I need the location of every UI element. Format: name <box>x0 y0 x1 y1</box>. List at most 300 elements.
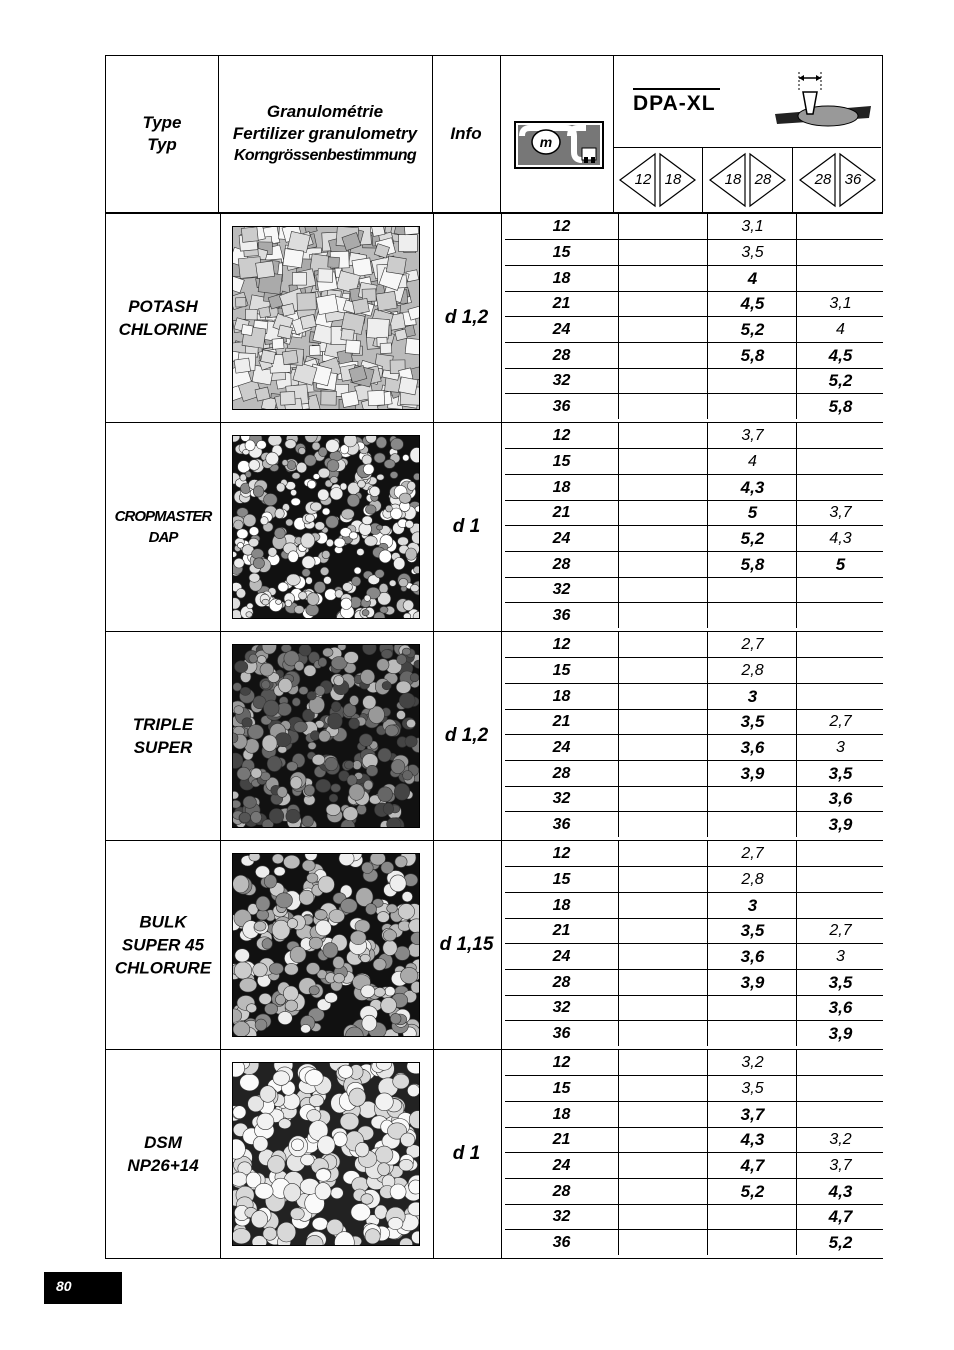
width-value: 21 <box>552 295 571 312</box>
granule <box>290 777 302 790</box>
width-value: 36 <box>552 1025 571 1042</box>
granule <box>307 873 318 883</box>
granule <box>251 811 262 823</box>
granule <box>375 1205 388 1219</box>
granule <box>352 577 361 587</box>
granule <box>307 691 316 700</box>
setting-12-18 <box>618 1021 708 1046</box>
granule <box>325 757 338 770</box>
granule <box>253 963 268 977</box>
granule <box>269 963 283 974</box>
granule <box>374 988 385 997</box>
setting-18-28: 5,2 <box>707 317 797 342</box>
granule <box>364 595 370 601</box>
granule <box>354 567 361 574</box>
setting-28-36: 4,3 <box>796 1179 884 1204</box>
granule <box>326 439 340 452</box>
product-name-line: POTASH <box>128 296 198 316</box>
granule <box>286 519 293 526</box>
granule <box>262 939 272 950</box>
granule <box>299 645 311 656</box>
granule <box>272 854 283 864</box>
granule <box>362 455 372 465</box>
table-row <box>505 658 883 684</box>
granule <box>278 582 288 592</box>
setting-12-18 <box>618 291 708 316</box>
granule <box>255 387 270 401</box>
setting-12-18 <box>618 684 708 709</box>
granule-texture <box>233 645 419 827</box>
granule <box>353 761 362 770</box>
granule <box>357 548 365 555</box>
width-value: 28 <box>552 1183 571 1200</box>
granule <box>233 1172 247 1186</box>
width-value: 36 <box>552 607 571 624</box>
granule <box>253 486 264 497</box>
granule <box>267 756 281 772</box>
granule <box>275 733 291 747</box>
header-icon-letter: m <box>539 134 553 150</box>
table-row <box>505 761 883 787</box>
granule <box>309 346 320 356</box>
vane-pair-18-28 <box>702 147 793 213</box>
granule <box>328 713 343 729</box>
table-row <box>505 944 883 970</box>
product-type-cell <box>105 631 221 840</box>
granule <box>340 1113 359 1130</box>
granule <box>279 1119 291 1129</box>
granule <box>290 1208 304 1220</box>
granule <box>291 489 297 495</box>
granule <box>254 921 266 931</box>
granule <box>272 338 284 349</box>
setting-18-28 <box>707 995 797 1020</box>
granule <box>235 661 248 673</box>
setting-28-36: 4,7 <box>796 1204 884 1229</box>
table-row <box>505 1230 883 1256</box>
vane-pair-label-a: 28 <box>814 171 832 188</box>
setting-18-28: 3,6 <box>707 944 797 969</box>
granulometry-photo-cell <box>218 840 434 1049</box>
table-row <box>505 867 883 893</box>
granule <box>299 890 314 905</box>
table-row <box>505 291 883 317</box>
width-value: 15 <box>552 1080 571 1097</box>
width-value: 32 <box>552 999 571 1016</box>
granule <box>321 391 337 405</box>
granule <box>351 1204 371 1221</box>
granule <box>253 1136 268 1151</box>
granule <box>331 702 341 712</box>
granule <box>233 552 237 558</box>
granule <box>327 460 339 472</box>
granule <box>308 742 316 749</box>
granule <box>361 1194 373 1205</box>
granule <box>370 486 380 496</box>
granule <box>363 696 376 710</box>
density-value: d 1,2 <box>444 724 489 746</box>
vane-pair-label-b: 36 <box>844 171 862 188</box>
granule <box>377 474 384 480</box>
table-row <box>505 1050 883 1076</box>
granule <box>248 725 264 740</box>
width-value: 28 <box>552 974 571 991</box>
granule <box>376 291 397 311</box>
granule <box>315 910 328 920</box>
width-value: 12 <box>552 636 571 653</box>
granule <box>263 1227 277 1240</box>
granule <box>255 1019 267 1031</box>
granule <box>329 910 345 923</box>
granule <box>407 482 415 491</box>
product-name-line: NP26+14 <box>127 1155 199 1175</box>
granule <box>278 325 293 339</box>
granule <box>273 1071 290 1086</box>
granule <box>302 569 310 577</box>
granule <box>256 896 270 911</box>
granule <box>362 516 372 525</box>
granule <box>237 529 248 539</box>
granule <box>268 548 277 557</box>
granule <box>240 1074 259 1091</box>
table-row <box>505 500 883 526</box>
granule <box>385 725 398 736</box>
granule <box>364 536 377 546</box>
granule <box>304 785 315 796</box>
granule <box>355 1142 369 1157</box>
granule <box>239 978 256 992</box>
granule <box>274 867 285 876</box>
granule <box>362 862 374 873</box>
width-value: 18 <box>552 270 571 287</box>
granule <box>361 670 375 685</box>
granulometry-photo-cell <box>218 213 434 422</box>
setting-18-28: 4 <box>707 266 797 291</box>
granule <box>247 603 253 609</box>
granule <box>397 655 407 665</box>
granule <box>237 542 243 548</box>
granule <box>282 460 288 466</box>
width-value: 32 <box>552 790 571 807</box>
setting-12-18 <box>618 214 708 239</box>
granule <box>318 876 334 893</box>
width-value: 24 <box>552 321 571 338</box>
table-row <box>505 240 883 266</box>
width-value: 32 <box>552 1208 571 1225</box>
granule <box>410 673 419 682</box>
table-row <box>505 394 883 420</box>
granule <box>349 784 364 800</box>
granule <box>375 1146 393 1163</box>
setting-12-18 <box>618 841 708 866</box>
granule <box>349 532 358 539</box>
setting-12-18 <box>618 632 708 657</box>
granule <box>268 1156 286 1174</box>
setting-12-18 <box>618 761 708 786</box>
granule <box>401 1133 415 1147</box>
granule <box>264 494 278 506</box>
granule <box>373 959 386 971</box>
setting-28-36: 3,1 <box>796 291 884 316</box>
granule <box>341 598 352 609</box>
granule <box>291 1139 303 1151</box>
setting-28-36: 3,5 <box>796 970 884 995</box>
width-value: 36 <box>552 1234 571 1251</box>
granule <box>285 963 299 975</box>
granule <box>246 612 252 618</box>
table-bottom-border <box>105 1258 883 1259</box>
granule-photo <box>232 1062 420 1246</box>
granule <box>318 269 333 283</box>
granule <box>283 249 304 268</box>
granule <box>320 567 329 575</box>
vane-pair-diamond-icon <box>703 147 792 213</box>
granule <box>285 439 296 448</box>
granule <box>276 483 285 492</box>
setting-18-28: 3,5 <box>707 918 797 943</box>
header-type-label: Type <box>142 113 182 132</box>
granule <box>349 718 360 729</box>
vane-pair-28-36 <box>792 147 882 213</box>
granule <box>361 985 375 998</box>
granule <box>390 1013 401 1024</box>
granule <box>343 807 358 821</box>
granule <box>243 796 256 808</box>
table-row <box>505 1102 883 1128</box>
granule <box>291 498 301 506</box>
setting-12-18 <box>618 709 708 734</box>
table-row <box>505 893 883 919</box>
granule <box>302 816 313 827</box>
granule <box>306 604 319 616</box>
setting-18-28: 3 <box>707 893 797 918</box>
width-value: 32 <box>552 581 571 598</box>
table-row <box>505 786 883 812</box>
product-block <box>105 422 883 631</box>
granule <box>280 391 295 405</box>
granule <box>390 1184 406 1200</box>
granule <box>295 661 304 671</box>
dpa-xl-banner <box>613 56 881 148</box>
granule <box>329 794 338 802</box>
setting-28-36: 3,5 <box>796 761 884 786</box>
granule <box>341 391 359 408</box>
setting-18-28 <box>707 603 797 628</box>
setting-12-18 <box>618 577 708 602</box>
granule <box>387 904 398 913</box>
granule <box>283 986 298 1001</box>
granule <box>377 659 389 671</box>
width-value: 18 <box>552 1106 571 1123</box>
table-row <box>505 709 883 735</box>
granule <box>310 731 319 741</box>
width-value: 18 <box>552 688 571 705</box>
setting-18-28: 4,3 <box>707 1127 797 1152</box>
header-info-label: Info <box>450 124 482 143</box>
granule <box>236 298 247 308</box>
density-value: d 1 <box>452 515 481 537</box>
vane-pair-label-b: 28 <box>754 171 772 188</box>
product-type-cell <box>105 840 221 1049</box>
product-name-line: CHLORINE <box>118 319 208 339</box>
width-value: 15 <box>552 453 571 470</box>
setting-12-18 <box>618 423 708 448</box>
granule <box>257 440 267 449</box>
product-name-line: DSM <box>144 1132 182 1152</box>
setting-18-28 <box>707 1230 797 1255</box>
granule <box>233 800 241 808</box>
width-value: 28 <box>552 765 571 782</box>
granule <box>301 1024 311 1033</box>
header-dpa-xl-cell <box>613 55 883 213</box>
granule <box>396 681 411 693</box>
granule <box>243 449 250 454</box>
width-value: 24 <box>552 739 571 756</box>
granule <box>391 438 404 450</box>
granule <box>405 736 417 747</box>
header-typ-label: Typ <box>147 135 177 154</box>
granule <box>379 583 388 593</box>
granule <box>302 556 315 569</box>
granule <box>252 549 264 559</box>
setting-12-18 <box>618 603 708 628</box>
table-row <box>505 423 883 449</box>
granule <box>287 762 298 771</box>
granule <box>278 1011 292 1024</box>
granule <box>294 606 304 614</box>
setting-18-28: 3 <box>707 684 797 709</box>
setting-12-18 <box>618 552 708 577</box>
granule <box>367 318 390 339</box>
granule <box>299 592 307 600</box>
table-row <box>505 552 883 578</box>
setting-18-28: 2,8 <box>707 867 797 892</box>
product-name <box>106 1131 220 1177</box>
setting-28-36 <box>796 1076 884 1101</box>
granule <box>347 494 359 507</box>
granule <box>328 257 340 268</box>
granule <box>398 377 417 395</box>
granule <box>368 390 385 405</box>
setting-18-28: 4,7 <box>707 1153 797 1178</box>
granule <box>326 516 339 528</box>
granule <box>399 693 415 708</box>
setting-28-36: 3,9 <box>796 1021 884 1046</box>
product-type-cell <box>105 1049 221 1258</box>
granule <box>413 473 419 480</box>
granule <box>382 681 391 689</box>
table-row <box>505 735 883 761</box>
setting-18-28 <box>707 1021 797 1046</box>
granule <box>314 582 325 594</box>
granule <box>363 464 374 475</box>
granule <box>397 711 406 720</box>
granule <box>323 648 333 657</box>
granule <box>241 324 253 335</box>
granule <box>315 522 325 530</box>
granule <box>249 460 260 471</box>
setting-12-18 <box>618 995 708 1020</box>
table-row <box>505 317 883 343</box>
header-info-cell <box>432 55 501 213</box>
width-value: 12 <box>552 1054 571 1071</box>
setting-12-18 <box>618 658 708 683</box>
granule <box>398 537 409 546</box>
granule <box>285 1000 298 1011</box>
setting-28-36 <box>796 449 884 474</box>
granule <box>330 488 343 500</box>
setting-28-36 <box>796 240 884 265</box>
granule <box>331 1187 344 1199</box>
table-row <box>505 632 883 658</box>
setting-18-28: 3,2 <box>707 1050 797 1075</box>
setting-18-28 <box>707 577 797 602</box>
table-row <box>505 970 883 996</box>
product-name-line: BULK <box>139 912 187 931</box>
density-value: d 1,2 <box>444 306 489 328</box>
granule <box>340 483 347 490</box>
granule <box>251 768 262 778</box>
granule <box>283 1093 300 1109</box>
product-name-line: CHLORURE <box>114 958 212 977</box>
header-setting-icon-cell <box>500 55 614 213</box>
setting-12-18 <box>618 893 708 918</box>
setting-28-36 <box>796 214 884 239</box>
vane-pair-12-18 <box>613 147 702 213</box>
granule-photo <box>232 226 420 410</box>
granule <box>374 453 385 463</box>
table-row <box>505 918 883 944</box>
width-value: 21 <box>552 504 571 521</box>
granule <box>260 1086 276 1103</box>
granule <box>276 893 293 908</box>
setting-18-28: 5,8 <box>707 552 797 577</box>
granule <box>366 505 377 514</box>
granule <box>279 678 293 692</box>
granule <box>242 718 252 728</box>
setting-18-28: 5,2 <box>707 1179 797 1204</box>
granule <box>381 862 394 874</box>
granule <box>384 459 395 468</box>
granule-photo <box>232 853 420 1037</box>
info-cell <box>432 422 502 631</box>
granule <box>304 455 316 466</box>
granule <box>306 577 313 584</box>
granule <box>249 538 259 547</box>
granule <box>275 508 284 518</box>
header-type-cell <box>105 55 219 213</box>
vane-pair-label-a: 12 <box>634 171 652 188</box>
setting-28-36: 3,6 <box>796 995 884 1020</box>
granule <box>414 566 419 573</box>
granule <box>381 649 392 658</box>
setting-28-36 <box>796 475 884 500</box>
granule <box>399 1159 413 1171</box>
granule <box>264 700 280 716</box>
granule <box>236 589 245 599</box>
granule <box>377 525 383 530</box>
granule <box>386 256 406 274</box>
width-value: 28 <box>552 556 571 573</box>
granule <box>403 771 413 781</box>
granule <box>334 538 345 547</box>
granule <box>316 294 338 315</box>
granule <box>323 943 338 958</box>
granule <box>339 1065 353 1078</box>
setting-18-28: 3,7 <box>707 1102 797 1127</box>
granule <box>249 654 258 663</box>
setting-12-18 <box>618 240 708 265</box>
